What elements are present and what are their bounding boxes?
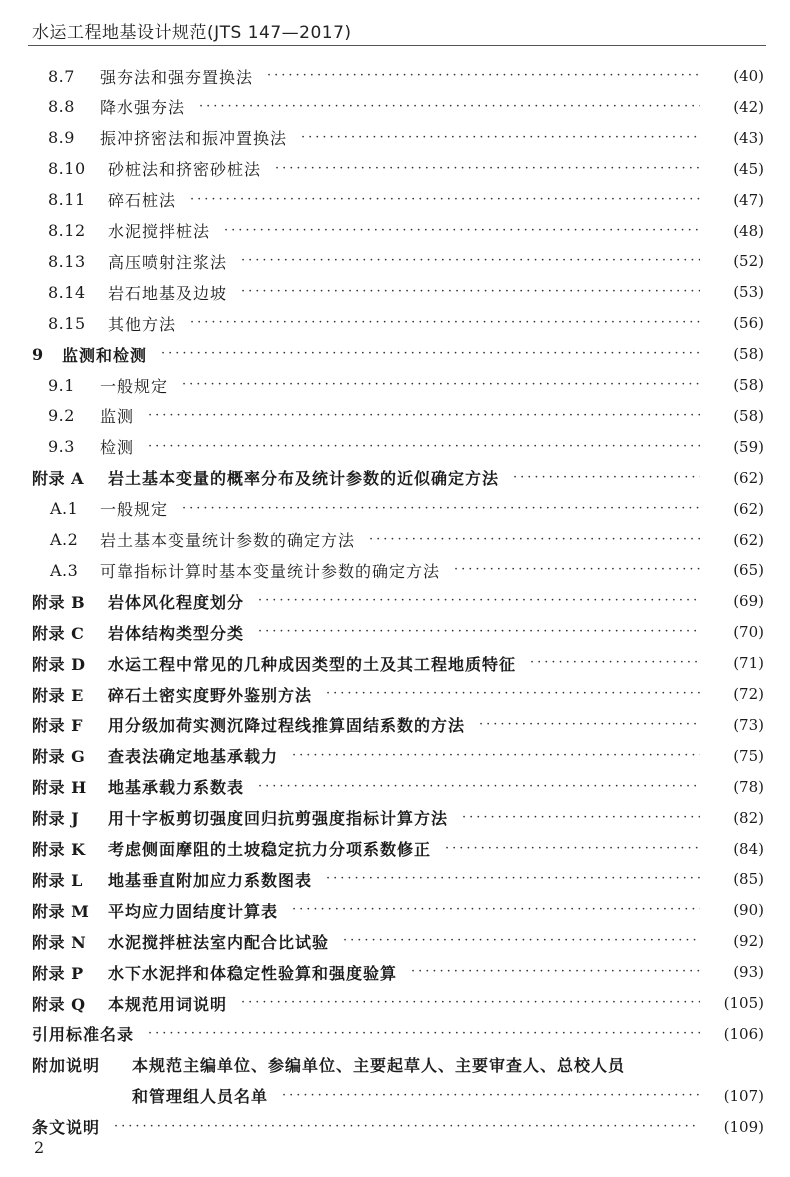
header-rule <box>28 45 766 46</box>
leader-dots <box>199 93 700 121</box>
toc-entry[interactable] <box>0 186 790 214</box>
toc-entry-title: 一般规定 <box>100 376 169 396</box>
toc-entry-page: (90) <box>733 901 764 920</box>
leader-dots <box>411 958 700 986</box>
toc-entry-title: 其他方法 <box>108 314 177 334</box>
toc-entry-page: (85) <box>733 870 764 889</box>
toc-entry-number: 附录 N <box>32 932 87 952</box>
toc-entry-title: 岩体结构类型分类 <box>108 623 245 643</box>
toc-entry-page: (73) <box>733 715 764 734</box>
toc-entry-page: (48) <box>733 221 764 240</box>
leader-dots <box>292 742 700 770</box>
toc-entry-title: 岩石地基及边坡 <box>108 283 228 303</box>
toc-entry[interactable] <box>0 526 790 554</box>
leader-dots <box>282 1082 700 1110</box>
toc-entry-title: 振冲挤密法和振冲置换法 <box>100 129 288 149</box>
leader-dots <box>513 464 700 492</box>
toc-entry-page: (53) <box>733 283 764 302</box>
toc-entry-title: 高压喷射注浆法 <box>108 252 228 272</box>
toc-entry[interactable] <box>0 1020 790 1048</box>
toc-entry-page: (47) <box>733 190 764 209</box>
toc-entry-number: 附录 B <box>32 592 86 612</box>
toc-entry-number: A.1 <box>50 499 79 519</box>
running-header: 水运工程地基设计规范(JTS 147—2017) <box>32 23 352 43</box>
leader-dots <box>445 835 700 863</box>
toc-entry-page: (58) <box>733 376 764 394</box>
toc-entry-page: (106) <box>723 1024 764 1043</box>
toc-entry-page: (59) <box>733 437 764 456</box>
toc-entry-number: A.3 <box>50 560 79 580</box>
toc-entry[interactable] <box>0 247 790 275</box>
toc-entry[interactable] <box>0 649 790 677</box>
toc-entry-page: (58) <box>733 345 764 364</box>
toc-entry-page: (45) <box>733 159 764 178</box>
toc-entry[interactable] <box>0 587 790 615</box>
toc-entry-number: 附录 C <box>32 623 85 643</box>
toc-entry-title: 砂桩法和挤密砂桩法 <box>108 160 262 180</box>
supplement-label: 附加说明 <box>32 1056 101 1076</box>
leader-dots <box>326 680 700 708</box>
supplement-line1: 本规范主编单位、参编单位、主要起草人、主要审查人、总校人员 <box>132 1056 626 1076</box>
toc-entry-number: 附录 Q <box>32 994 86 1014</box>
toc-entry-number: 8.7 <box>48 66 75 86</box>
toc-entry-title: 水泥搅拌桩法室内配合比试验 <box>108 932 330 952</box>
toc-entry-title: 降水强夯法 <box>100 98 186 118</box>
toc-entry-number: 附录 D <box>32 654 86 674</box>
toc-entry-title: 本规范用词说明 <box>108 994 228 1014</box>
toc-entry[interactable] <box>0 124 790 152</box>
toc-entry[interactable] <box>0 62 790 90</box>
toc-entry-title: 可靠指标计算时基本变量统计参数的确定方法 <box>100 561 441 581</box>
toc-entry-page: (65) <box>733 561 764 580</box>
toc-entry[interactable] <box>0 804 790 832</box>
toc-entry[interactable] <box>0 495 790 523</box>
leader-dots <box>182 371 700 399</box>
toc-entry-title: 考虑侧面摩阻的土坡稳定抗力分项系数修正 <box>108 840 432 859</box>
leader-dots <box>454 556 700 584</box>
toc-entry-page: (72) <box>733 685 764 703</box>
toc-entry-page: (58) <box>733 406 764 425</box>
toc-entry-page: (52) <box>733 252 764 271</box>
toc-entry[interactable] <box>0 742 790 770</box>
toc-entry-page: (70) <box>733 623 764 642</box>
toc-entry-page: (43) <box>733 128 764 147</box>
toc-entry-number: 附录 J <box>32 809 80 829</box>
toc-entry[interactable] <box>0 773 790 801</box>
clauses-title: 条文说明 <box>32 1118 101 1138</box>
toc-entry-number: 附录 L <box>32 870 83 890</box>
leader-dots <box>148 402 700 430</box>
toc-entry-title: 引用标准名录 <box>32 1025 135 1045</box>
toc-entry[interactable] <box>0 155 790 183</box>
toc-entry[interactable] <box>0 402 790 430</box>
toc-entry-title: 监测 <box>100 407 135 427</box>
toc-entry-number: 8.13 <box>48 251 86 271</box>
toc-entry-title: 地基垂直附加应力系数图表 <box>108 870 313 890</box>
leader-dots <box>258 587 700 615</box>
toc-entry-page: (56) <box>733 314 764 333</box>
leader-dots <box>343 927 700 955</box>
toc-entry-title: 岩体风化程度划分 <box>108 592 245 612</box>
toc-entry-title: 强夯法和强夯置换法 <box>100 67 254 87</box>
leader-dots <box>182 495 700 523</box>
toc-entry[interactable] <box>0 711 790 739</box>
toc-entry-page: (69) <box>733 592 764 611</box>
toc-entry[interactable] <box>0 618 790 646</box>
leader-dots <box>148 433 700 461</box>
toc-entry-page: (93) <box>733 963 764 982</box>
leader-dots <box>258 773 700 801</box>
toc-entry-number: 8.15 <box>48 313 86 333</box>
toc-entry-title: 检测 <box>100 438 135 458</box>
leader-dots <box>301 124 700 152</box>
toc-entry-title: 水运工程中常见的几种成因类型的土及其工程地质特征 <box>108 654 517 674</box>
toc-entry-number: 附录 H <box>32 778 87 798</box>
toc-entry-supplement-cont[interactable] <box>0 1082 790 1110</box>
toc-entry-number: 8.14 <box>48 282 86 302</box>
leader-dots <box>241 989 700 1017</box>
toc-entry-title: 岩土基本变量的概率分布及统计参数的近似确定方法 <box>108 469 500 489</box>
toc-entry-page: (62) <box>733 499 764 518</box>
leader-dots <box>190 186 700 214</box>
leader-dots <box>267 62 700 90</box>
toc-entry-title: 用分级加荷实测沉降过程线推算固结系数的方法 <box>108 716 466 736</box>
toc-entry[interactable] <box>0 680 790 708</box>
leader-dots <box>224 217 700 245</box>
leader-dots <box>114 1113 700 1141</box>
leader-dots <box>292 896 700 924</box>
leader-dots <box>530 649 700 677</box>
toc-entry-number: 9.2 <box>48 406 75 426</box>
toc-entry-number: 附录 M <box>32 901 90 921</box>
toc-entry-number: 8.11 <box>48 190 86 210</box>
toc-entry-page: (40) <box>733 67 764 85</box>
toc-entry-number: 附录 P <box>32 963 84 983</box>
page-number: 2 <box>34 1138 45 1157</box>
toc-entry[interactable] <box>0 865 790 893</box>
toc-entry-page: (92) <box>733 932 764 951</box>
toc-entry-supplement[interactable] <box>0 1051 790 1079</box>
toc-entry-page: (105) <box>723 994 764 1012</box>
toc-entry-title: 岩土基本变量统计参数的确定方法 <box>100 531 356 550</box>
toc-entry[interactable] <box>0 927 790 955</box>
toc-entry[interactable] <box>0 958 790 986</box>
leader-dots <box>369 526 700 554</box>
toc-entry[interactable] <box>0 217 790 245</box>
leader-dots <box>241 278 700 306</box>
toc-entry-page: (62) <box>733 468 764 487</box>
toc-entry-number: 9.3 <box>48 437 75 457</box>
toc-entry-title: 平均应力固结度计算表 <box>108 901 279 921</box>
toc-entry-title: 碎石桩法 <box>108 191 177 211</box>
leader-dots <box>326 865 700 893</box>
toc-entry-number: 9.1 <box>48 375 75 395</box>
clauses-page: (109) <box>723 1117 764 1136</box>
toc-entry-title: 监测和检测 <box>62 345 148 365</box>
toc-entry[interactable] <box>0 371 790 399</box>
toc-entry[interactable] <box>0 309 790 337</box>
toc-entry[interactable] <box>0 464 790 492</box>
toc-entry-title: 查表法确定地基承载力 <box>108 747 279 767</box>
toc-entry-number: 8.8 <box>48 97 75 117</box>
toc-entry-clauses[interactable] <box>0 1113 790 1141</box>
toc-entry-page: (82) <box>733 808 764 827</box>
toc-entry-number: 8.12 <box>48 221 86 240</box>
supplement-line2: 和管理组人员名单 <box>132 1087 269 1107</box>
toc-entry[interactable] <box>0 835 790 863</box>
toc-entry[interactable] <box>0 433 790 461</box>
toc-entry[interactable] <box>0 340 790 368</box>
toc-entry-title: 地基承载力系数表 <box>108 778 245 798</box>
toc-entry-page: (71) <box>733 654 764 673</box>
toc-entry-title: 一般规定 <box>100 500 169 520</box>
toc-entry-number: 附录 F <box>32 716 83 736</box>
supplement-page: (107) <box>723 1086 764 1105</box>
toc-entry-number: 附录 K <box>32 840 86 859</box>
toc-entry-page: (75) <box>733 746 764 765</box>
toc-entry-title: 碎石土密实度野外鉴别方法 <box>108 685 313 705</box>
toc-entry-title: 水下水泥拌和体稳定性验算和强度验算 <box>108 963 398 983</box>
toc-entry-number: 8.9 <box>48 128 75 148</box>
leader-dots <box>479 711 700 739</box>
toc-entry-number: 附录 A <box>32 469 84 489</box>
leader-dots <box>462 804 700 832</box>
toc-entry-page: (78) <box>733 777 764 796</box>
toc-entry-number: 附录 E <box>32 685 84 705</box>
toc-entry-number: 8.10 <box>48 159 86 179</box>
toc-entry[interactable] <box>0 556 790 584</box>
toc-entry-title: 用十字板剪切强度回归抗剪强度指标计算方法 <box>108 809 449 829</box>
toc-entry[interactable] <box>0 278 790 306</box>
leader-dots <box>258 618 700 646</box>
toc-entry-number: 附录 G <box>32 747 86 767</box>
toc-entry-number: 9 <box>32 344 44 364</box>
leader-dots <box>275 155 700 183</box>
leader-dots <box>161 340 700 368</box>
toc-entry[interactable] <box>0 896 790 924</box>
leader-dots <box>190 309 700 337</box>
toc-entry-title: 水泥搅拌桩法 <box>108 222 211 241</box>
toc-entry[interactable] <box>0 989 790 1017</box>
toc-entry-page: (84) <box>733 839 764 858</box>
toc-entry-number: A.2 <box>50 530 79 549</box>
leader-dots <box>241 247 700 275</box>
leader-dots <box>148 1020 700 1048</box>
toc-entry-page: (42) <box>733 97 764 116</box>
toc-entry[interactable] <box>0 93 790 121</box>
toc-entry-page: (62) <box>733 530 764 549</box>
